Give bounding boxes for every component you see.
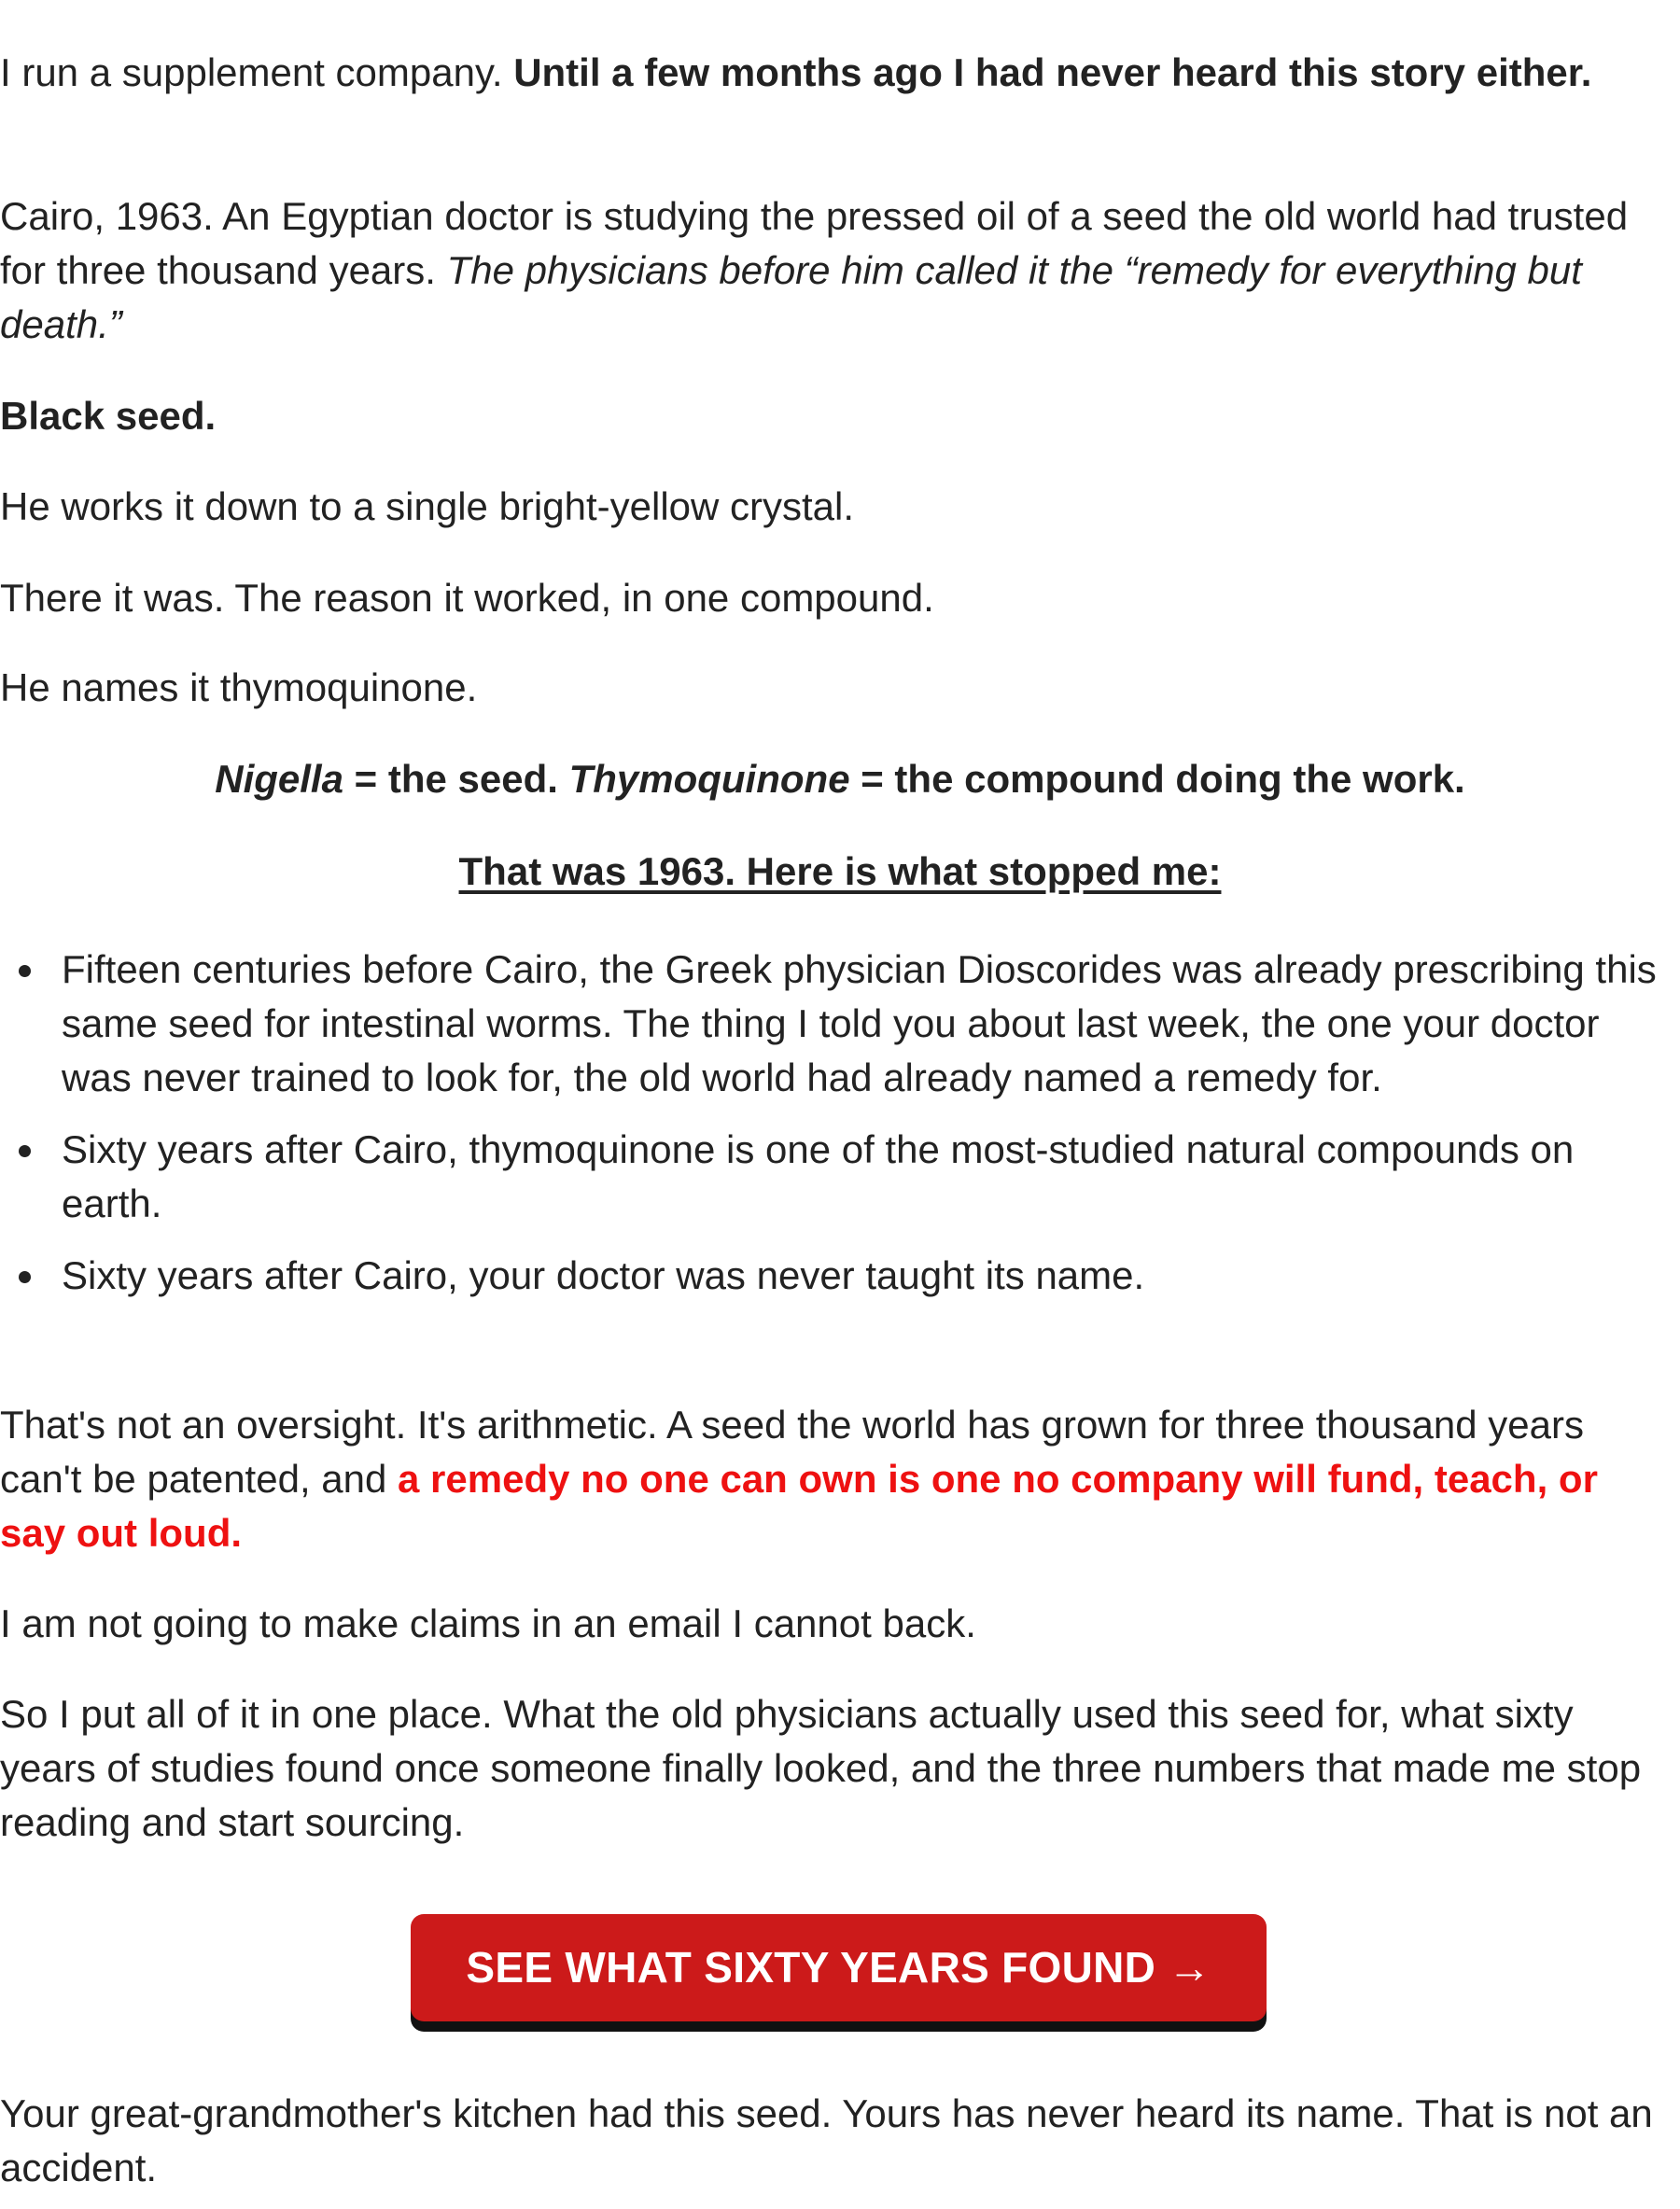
arithmetic-paragraph [0,1398,1657,1560]
section-heading: That was 1963. Here is what stopped me: [458,849,1222,893]
cairo-text: Cairo, 1963. An Egyptian doctor is studying the pressed oil of a seed the old world had trusted for three thousand years. [0,194,1629,292]
bullet-dot-icon [19,1145,31,1157]
cairo-quote: The physicians before him called it the “remedy for everything but death.” [0,248,1582,346]
definition-term-thymoquinone: Thymoquinone [568,757,850,801]
black-seed-paragraph [0,389,1652,443]
arithmetic-text: That's not an oversight. It's arithmetic. A seed the world has grown for three thousand years can't be patented, and [0,1403,1584,1501]
bullet-dot-icon [19,965,31,977]
named-paragraph: He names it thymoquinone. [0,665,478,709]
closing-paragraph: Your great-grandmother's kitchen had this seed. Yours has never heard its name. That is not an accident. [0,2091,1653,2189]
list-item [62,1123,1661,1231]
cairo-paragraph [0,189,1652,352]
list-item-text: Fifteen centuries before Cairo, the Greek physician Dioscorides was already prescribing this same seed for intestinal worms. The thing I told you about last week, the one your doctor was never trained to look for, the old world had already named a remedy for. [62,947,1657,1099]
claims-paragraph: I am not going to make claims in an email I cannot back. [0,1601,976,1645]
definition-seed: = the seed. [343,757,569,801]
see-what-sixty-years-found-button[interactable]: SEE WHAT SIXTY YEARS FOUND → [411,1914,1267,2021]
list-item-text: Sixty years after Cairo, thymoquinone is one of the most-studied natural compounds on earth. [62,1127,1575,1225]
definition-compound: = the compound doing the work. [849,757,1465,801]
bullet-dot-icon [19,1271,31,1283]
intro-bold-text: Until a few months ago I had never heard this story either. [513,50,1592,94]
arithmetic-highlight: a remedy no one can own is one no company will fund, teach, or say out loud. [0,1457,1598,1555]
definition-term-nigella: Nigella [215,757,343,801]
intro-paragraph [0,46,1652,100]
bullet-list [0,943,1661,1321]
reason-paragraph: There it was. The reason it worked, in one compound. [0,576,934,620]
list-item [62,1249,1661,1303]
definition-line [0,752,1680,806]
list-item [62,943,1661,1105]
black-seed-text: Black seed. [0,394,217,438]
cta-container [411,1914,1267,2032]
intro-text: I run a supplement company. [0,50,514,94]
list-item-text: Sixty years after Cairo, your doctor was never taught its name. [62,1253,1145,1297]
summary-paragraph: So I put all of it in one place. What the old physicians actually used this seed for, what sixty years of studies found once someone finally looked, and the three numbers that made me stop reading and start sourcing. [0,1692,1642,1844]
crystal-paragraph: He works it down to a single bright-yellow crystal. [0,484,855,528]
